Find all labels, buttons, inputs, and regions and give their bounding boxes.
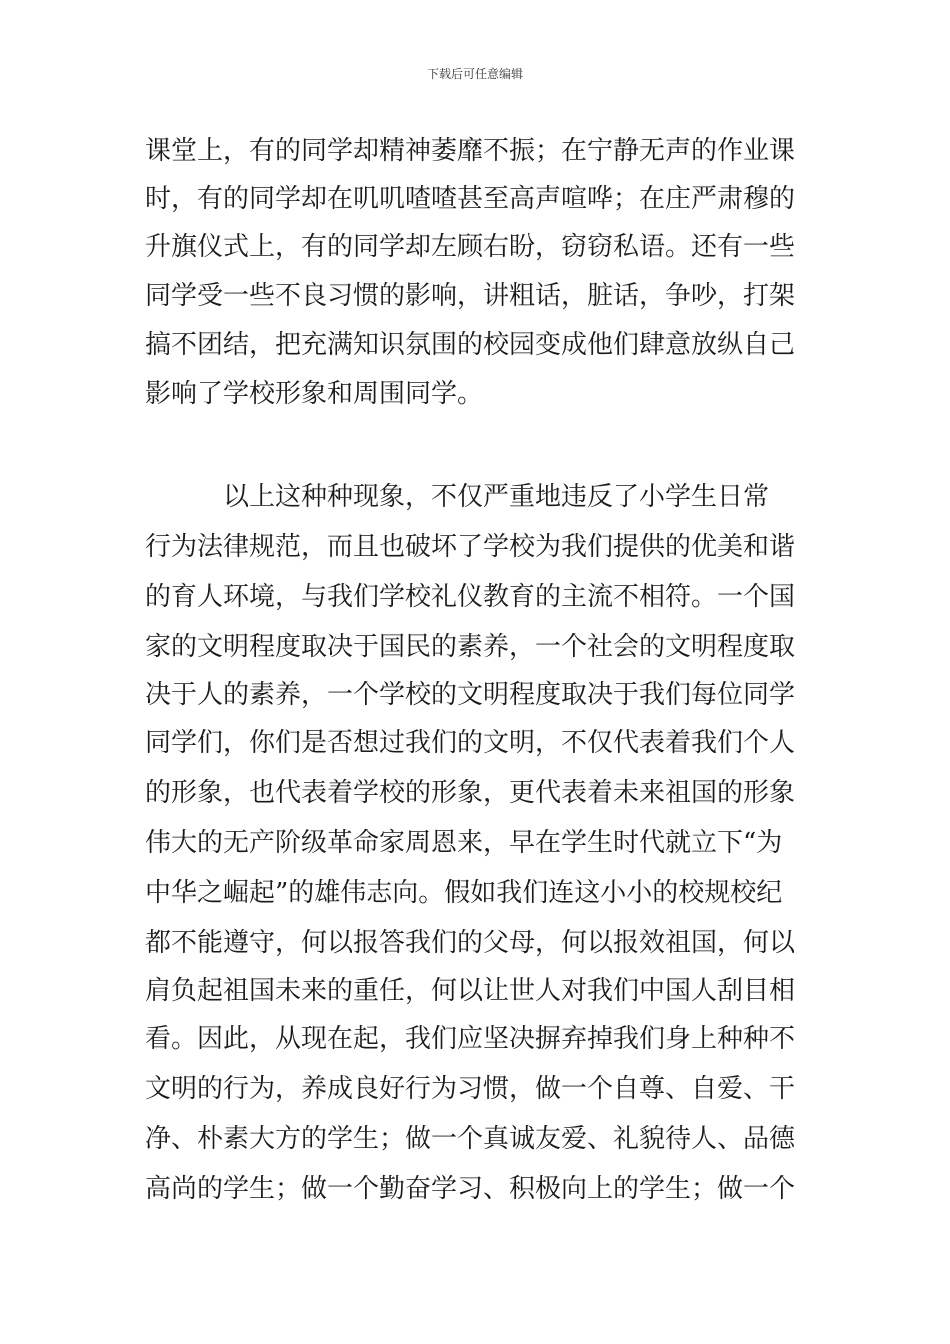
text-line: 伟大的无产阶级革命家周恩来，早在学生时代就立下“为 <box>145 828 783 858</box>
text-line: 搞不团结，把充满知识氛围的校园变成他们肆意放纵自己 <box>145 330 796 360</box>
text-line: 的育人环境，与我们学校礼仪教育的主流不相符。一个国 <box>145 582 796 612</box>
text-line: 课堂上，有的同学却精神萎靡不振；在宁静无声的作业课 <box>145 136 796 166</box>
text-line: 文明的行为，养成良好行为习惯，做一个自尊、自爱、干 <box>145 1074 796 1104</box>
page-header: 下载后可任意编辑 <box>426 67 523 81</box>
text-line: 的形象，也代表着学校的形象，更代表着未来祖国的形象 <box>145 778 796 808</box>
text-line: 高尚的学生；做一个勤奋学习、积极向上的学生；做一个 <box>145 1174 796 1204</box>
text-line: 肩负起祖国未来的重任，何以让世人对我们中国人刮目相 <box>145 976 796 1006</box>
text-line: 同学受一些不良习惯的影响，讲粗话，脏话，争吵，打架 <box>145 281 796 311</box>
text-line: 时，有的同学却在叽叽喳喳甚至高声喧哗；在庄严肃穆的 <box>145 184 796 214</box>
text-line: 中华之崛起”的雄伟志向。假如我们连这小小的校规校纪 <box>145 878 783 908</box>
text-line: 行为法律规范，而且也破坏了学校为我们提供的优美和谐 <box>145 532 796 562</box>
text-line: 家的文明程度取决于国民的素养，一个社会的文明程度取 <box>145 632 796 662</box>
text-line: 影响了学校形象和周围同学。 <box>145 379 484 409</box>
text-line: 升旗仪式上，有的同学却左顾右盼，窃窃私语。还有一些 <box>145 232 796 262</box>
text-line: 净、朴素大方的学生；做一个真诚友爱、礼貌待人、品德 <box>145 1124 796 1154</box>
text-line: 决于人的素养，一个学校的文明程度取决于我们每位同学 <box>145 680 796 710</box>
text-line: 都不能遵守，何以报答我们的父母，何以报效祖国，何以 <box>145 928 796 958</box>
text-line: 看。因此，从现在起，我们应坚决摒弃掉我们身上种种不 <box>145 1024 796 1054</box>
text-line: 同学们，你们是否想过我们的文明，不仅代表着我们个人 <box>145 728 796 758</box>
text-line: 以上这种种现象，不仅严重地违反了小学生日常 <box>145 482 770 512</box>
